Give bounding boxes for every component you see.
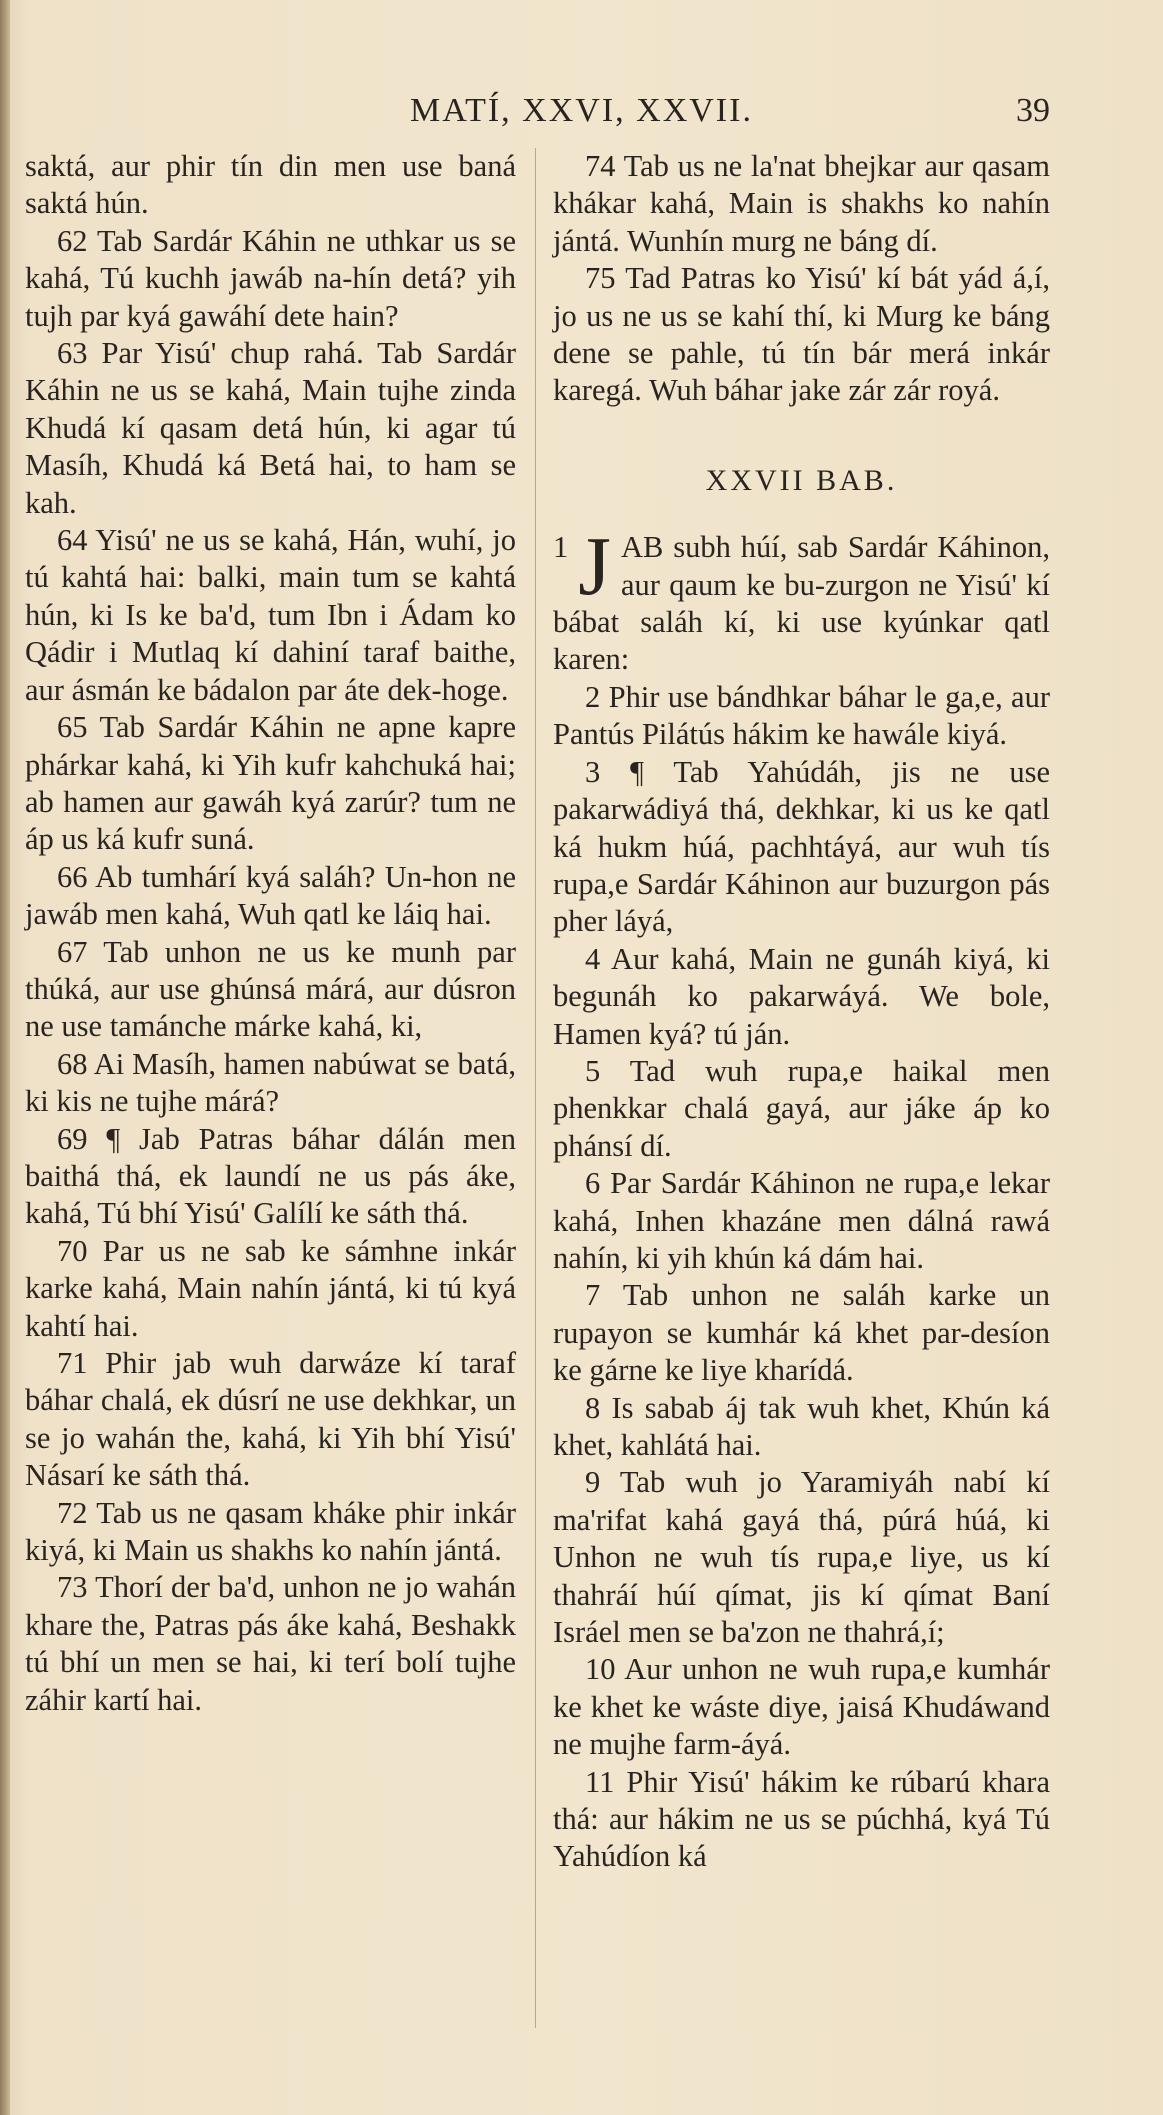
first-verse-paragraph <box>553 520 1050 679</box>
verse-paragraph: 5 Tad wuh rupa,e haikal men phenkkar chalá gayá, aur jáke áp ko phánsí dí. <box>553 1053 1050 1163</box>
verse-paragraph: 6 Par Sardár Káhinon ne rupa,e lekar kahá, Inhen khazáne men dálná rawá nahín, ki yih khún ká dám hai. <box>553 1166 1050 1275</box>
page-number: 39 <box>1016 92 1050 129</box>
verse-paragraph: 73 Thorí der ba'd, unhon ne jo wahán khare the, Patras pás áke kahá, Beshakk tú bhí un men se hai, ki terí bolí tujhe záhir kartí hai. <box>25 1570 516 1717</box>
verse-paragraph: 67 Tab unhon ne us ke munh par thúká, aur use ghúnsá márá, aur dúsron ne use tamánche márke kahá, ki, <box>25 934 516 1044</box>
running-head: MATÍ, XXVI, XXVII. <box>410 92 753 129</box>
page-spine-edge <box>0 0 10 2115</box>
chapter-heading: XXVII BAB. <box>705 463 898 497</box>
column-divider <box>535 148 536 2028</box>
verse-paragraph: 68 Ai Masíh, hamen nabúwat se batá, ki kis ne tujhe márá? <box>25 1046 516 1119</box>
verse-text: AB subh húí, sab Sardár Káhinon, aur qaum ke bu-zurgon ne Yisú' kí bábat saláh kí, ki use kyúnkar qatl karen: <box>553 530 1050 677</box>
verse-paragraph: 3 ¶ Tab Yahúdáh, jis ne use pakarwádiyá thá, dekhkar, ki us ke qatl ká hukm húá, pachhtáyá, aur wuh tís rupa,e Sardár Káhinon aur buzurgon pás pher láyá, <box>553 754 1050 939</box>
verse-number: 1 <box>553 530 569 565</box>
verse-paragraph: 62 Tab Sardár Káhin ne uthkar us se kahá, Tú kuchh jawáb na-hín detá? yih tujh par kyá gawáhí dete hain? <box>25 223 516 333</box>
verse-paragraph: 75 Tad Patras ko Yisú' kí bát yád á,í, jo us ne us se kahí thí, ki Murg ke báng dene se pahle, tú tín bár merá inkár karegá. Wuh báhar jake zár zár royá. <box>553 261 1050 408</box>
verse-paragraph: 65 Tab Sardár Káhin ne apne kapre phárkar kahá, ki Yih kufr kahchuká hai; ab hamen aur gawáh kyá zarúr? tum ne áp us ká kufr suná. <box>25 710 516 857</box>
verse-paragraph: 70 Par us ne sab ke sámhne inkár karke kahá, Main nahín jántá, ki tú kyá kahtí hai. <box>25 1233 516 1343</box>
verse-paragraph: 74 Tab us ne la'nat bhejkar aur qasam khákar kahá, Main is shakhs ko nahín jántá. Wunhín murg ne báng dí. <box>553 149 1050 258</box>
verse-paragraph: 11 Phir Yisú' hákim ke rúbarú khara thá: aur hákim ne us se púchhá, kyá Tú Yahúdíon ká <box>553 1764 1050 1874</box>
left-column <box>25 148 516 1719</box>
verse-paragraph: 71 Phir jab wuh darwáze kí taraf báhar chalá, ek dúsrí ne use dekhkar, un se jo wahán the, kahá, ki Yih bhí Yisú' Násarí ke sáth thá. <box>25 1346 516 1493</box>
drop-cap: J <box>578 520 611 614</box>
verse-paragraph: 64 Yisú' ne us se kahá, Hán, wuhí, jo tú kahtá hai: balki, main tum se kahtá hún, ki Is ke ba'd, tum Ibn i Ádam ko Qádir i Mutlaq kí dahiní taraf baithe, aur ásmán ke bádalon par áte dek-hoge. <box>25 523 516 707</box>
verse-paragraph: 63 Par Yisú' chup rahá. Tab Sardár Káhin ne us se kahá, Main tujhe zinda Khudá kí qasam detá hún, ki agar tú Masíh, Khudá ká Betá hai, to ham se kah. <box>25 336 516 520</box>
verse-paragraph: 2 Phir use bándhkar báhar le ga,e, aur Pantús Pilátús hákim ke hawále kiyá. <box>553 679 1050 752</box>
verse-paragraph: 4 Aur kahá, Main ne gunáh kiyá, ki begunáh ko pakarwáyá. We bole, Hamen kyá? tú ján. <box>553 941 1050 1051</box>
verse-paragraph: 66 Ab tumhárí kyá saláh? Un-hon ne jawáb men kahá, Wuh qatl ke láiq hai. <box>25 859 516 932</box>
verse-paragraph: 8 Is sabab áj tak wuh khet, Khún ká khet, kahlátá hai. <box>553 1390 1050 1462</box>
verse-paragraph: 72 Tab us ne qasam kháke phir inkár kiyá, ki Main us shakhs ko nahín jántá. <box>25 1495 516 1568</box>
page-header <box>0 92 1163 142</box>
verse-paragraph: 69 ¶ Jab Patras báhar dálán men baithá thá, ek laundí ne us pás áke, kahá, Tú bhí Yisú' Galílí ke sáth thá. <box>25 1121 516 1231</box>
verse-paragraph: saktá, aur phir tín din men use baná saktá hún. <box>25 149 516 221</box>
verse-paragraph: 9 Tab wuh jo Yaramiyáh nabí kí ma'rifat kahá gayá thá, púrá húá, ki Unhon ne wuh tís rupa,e liye, us kí thahráí húí qímat, jis kí qímat Baní Isráel men se ba'zon ne thahrá,í; <box>553 1465 1050 1650</box>
verse-paragraph: 10 Aur unhon ne wuh rupa,e kumhár ke khet ke wáste diye, jaisá Khudáwand ne mujhe farm-áyá. <box>553 1652 1050 1762</box>
verse-paragraph: 7 Tab unhon ne saláh karke un rupayon se kumhár ká khet par-desíon ke gárne ke liye kharídá. <box>553 1278 1050 1388</box>
right-column <box>553 148 1050 1876</box>
